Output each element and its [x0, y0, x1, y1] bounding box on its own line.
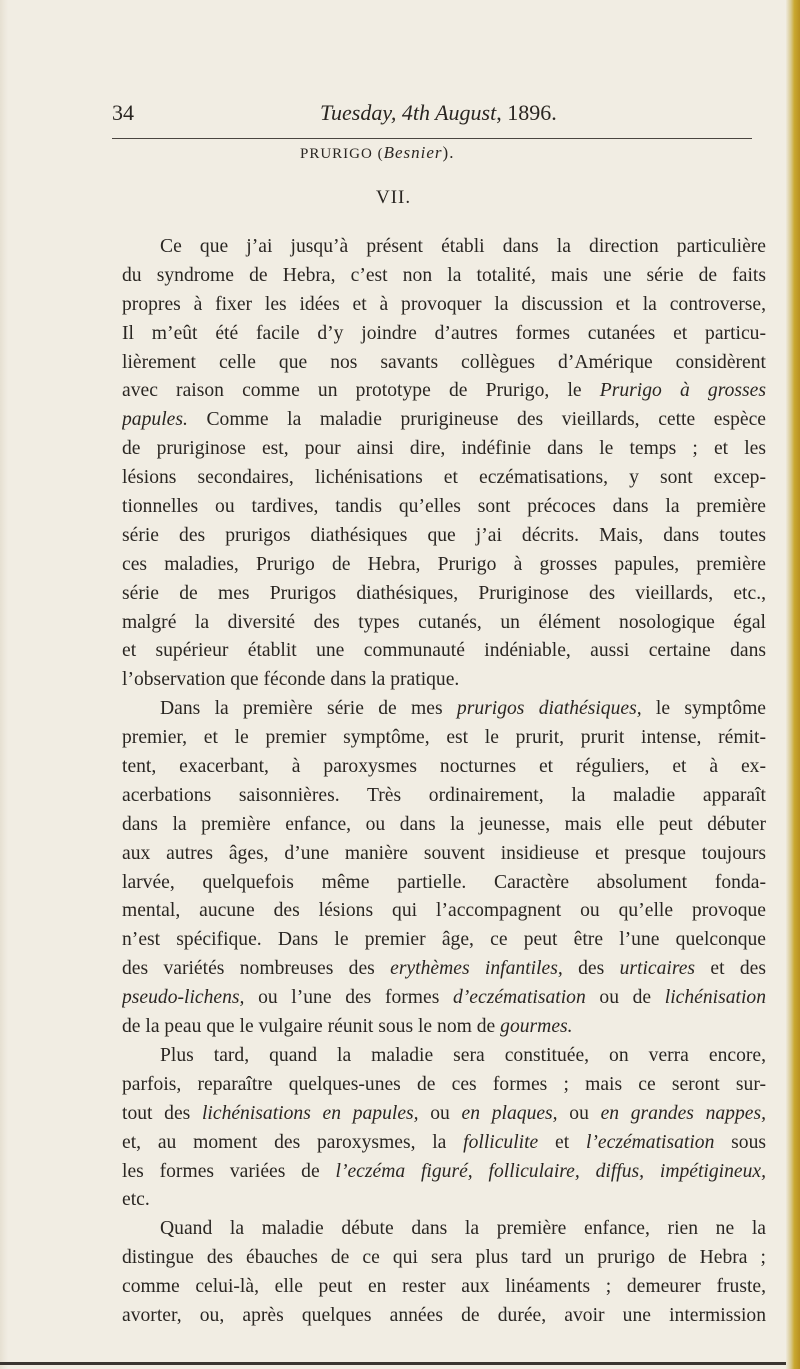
text-line — [122, 869, 766, 898]
text-run: Plus tard, quand la maladie sera constituée, on verra encore, — [160, 1044, 766, 1066]
text-line — [122, 233, 766, 262]
italic-text: Prurigo à grosses — [599, 380, 766, 402]
italic-text: d’eczématisation — [452, 987, 586, 1009]
text-line — [122, 840, 766, 869]
page-left-edge — [0, 0, 8, 1369]
text-line — [122, 609, 766, 638]
text-run: ou — [418, 1102, 462, 1124]
italic-text: pseudo-lichens, — [122, 987, 245, 1009]
text-line — [122, 637, 766, 666]
text-run: ces maladies, Prurigo de Hebra, Prurigo à grosses papules, première — [122, 553, 766, 575]
text-run: et des — [695, 958, 766, 980]
text-run: avorter, ou, après quelques années de durée, avoir une intermission — [122, 1304, 766, 1326]
text-line — [122, 406, 766, 435]
text-run: sous — [714, 1131, 766, 1153]
text-run: comme celui-là, elle peut en rester aux linéaments ; demeurer fruste, — [122, 1276, 766, 1298]
text-line — [122, 955, 766, 984]
text-run: de pruriginose est, pour ainsi dire, indéfinie dans le temps ; et les — [122, 438, 766, 460]
text-run: lésions secondaires, lichénisations et eczématisations, y sont excep- — [122, 467, 766, 489]
text-line — [122, 1100, 766, 1129]
text-run: Dans la première série de mes — [160, 698, 457, 720]
text-line — [122, 262, 766, 291]
italic-text: urticaires — [619, 958, 696, 980]
text-line — [122, 493, 766, 522]
text-run: n’est spécifique. Dans le premier âge, ce peut être l’une quelconque — [122, 929, 766, 951]
text-run: aux autres âges, d’une manière souvent insidieuse et presque toujours — [122, 842, 766, 864]
running-title-year: , 1896. — [496, 100, 557, 125]
subtitle-author: Besnier — [383, 143, 443, 162]
text-run: avec raison comme un prototype de Prurigo, le — [122, 380, 600, 402]
page-subtitle — [300, 143, 454, 163]
body-text — [122, 233, 766, 1331]
text-line — [122, 320, 766, 349]
text-line — [122, 753, 766, 782]
text-run: lièrement celle que nos savants collègues d’Amérique considèrent — [122, 351, 766, 373]
text-line — [122, 724, 766, 753]
text-line — [122, 897, 766, 926]
text-run: tionnelles ou tardives, tandis qu’elles sont précoces dans la première — [122, 496, 766, 518]
section-heading: VII. — [376, 187, 412, 208]
text-line — [122, 1158, 766, 1187]
text-line — [122, 1071, 766, 1100]
text-run: premier, et le premier symptôme, est le prurit, prurit intense, rémit- — [122, 727, 766, 749]
italic-text: l’eczéma figuré, folliculaire, diffus, impétigineux, — [335, 1160, 766, 1182]
text-line — [122, 1244, 766, 1273]
text-run: ou l’une des formes — [244, 987, 453, 1009]
text-line — [122, 551, 766, 580]
running-header — [112, 100, 756, 134]
page-number: 34 — [112, 100, 134, 125]
text-run: mental, aucune des lésions qui l’accompagnent ou qu’elle provoque — [122, 900, 766, 922]
text-line — [122, 1186, 766, 1215]
text-line — [122, 1302, 766, 1331]
text-line — [122, 435, 766, 464]
text-run: ou de — [585, 987, 665, 1009]
text-line — [122, 1042, 766, 1071]
text-run: série de mes Prurigos diathésiques, Pruriginose des vieillards, etc., — [122, 582, 766, 604]
subtitle-suffix: ). — [442, 143, 455, 162]
text-run: tout des — [122, 1102, 202, 1124]
text-run: série des prurigos diathésiques que j’ai décrits. Mais, dans toutes — [122, 524, 766, 546]
italic-text: folliculite — [463, 1131, 539, 1153]
text-run: dans la première enfance, ou dans la jeunesse, mais elle peut débuter — [122, 813, 766, 835]
text-line — [122, 1129, 766, 1158]
bottom-edge-rule — [0, 1362, 786, 1365]
text-line — [122, 1013, 766, 1042]
text-run: distingue des ébauches de ce qui sera plus tard un prurigo de Hebra ; — [122, 1247, 766, 1269]
text-line — [122, 782, 766, 811]
text-run: l’observation que féconde dans la pratique. — [122, 669, 460, 691]
text-run: Ce que j’ai jusqu’à présent établi dans la direction particulière — [160, 236, 766, 257]
text-run: larvée, quelquefois même partielle. Caractère absolument fonda- — [122, 871, 766, 893]
book-spine-edge — [786, 0, 800, 1369]
italic-text: en plaques, — [461, 1102, 558, 1124]
text-line — [122, 811, 766, 840]
text-line — [122, 522, 766, 551]
text-run: Quand la maladie débute dans la première enfance, rien ne la — [160, 1218, 766, 1240]
italic-text: papules. — [122, 409, 188, 431]
italic-text: prurigos diathésiques, — [456, 698, 642, 720]
text-run: du syndrome de Hebra, c’est non la totalité, mais une série de faits — [122, 264, 766, 286]
text-run: malgré la diversité des types cutanés, un élément nosologique égal — [122, 611, 766, 633]
text-run: acerbations saisonnières. Très ordinairement, la maladie apparaît — [122, 784, 766, 806]
subtitle-prefix: PRURIGO ( — [300, 146, 384, 162]
text-line — [122, 926, 766, 955]
text-run: parfois, reparaître quelques-unes de ces formes ; mais ce seront sur- — [122, 1073, 766, 1095]
text-run: et supérieur établit une communauté indéniable, aussi certaine dans — [122, 640, 766, 662]
text-line — [122, 1273, 766, 1302]
text-line — [122, 377, 766, 406]
text-line — [122, 984, 766, 1013]
text-line — [122, 666, 766, 695]
italic-text: erythèmes infantiles, — [390, 958, 563, 980]
text-line — [122, 464, 766, 493]
text-run: les formes variées de — [122, 1160, 336, 1182]
text-run: de la peau que le vulgaire réunit sous le nom de — [122, 1016, 501, 1038]
italic-text: gourmes. — [500, 1016, 573, 1038]
text-line — [122, 349, 766, 378]
italic-text: l’eczématisation — [585, 1131, 715, 1153]
text-run: etc. — [122, 1189, 150, 1211]
text-run: des variétés nombreuses des — [122, 958, 391, 980]
text-line — [122, 291, 766, 320]
text-run: Il m’eût été facile d’y joindre d’autres formes cutanées et particu- — [122, 322, 766, 344]
text-run: Comme la maladie prurigineuse des vieillards, cette espèce — [187, 409, 766, 431]
text-line — [122, 580, 766, 609]
italic-text: lichénisation — [664, 987, 766, 1009]
text-run: propres à fixer les idées et à provoquer la discussion et la controverse, — [122, 293, 766, 315]
header-rule — [112, 138, 752, 139]
text-line — [122, 1215, 766, 1244]
running-title-date: 4th August — [401, 100, 497, 125]
text-run: et — [538, 1131, 586, 1153]
text-run: ou — [557, 1102, 601, 1124]
text-run: des — [562, 958, 620, 980]
running-title-day: Tuesday, — [320, 100, 402, 125]
text-run: tent, exacerbant, à paroxysmes nocturnes et réguliers, et à ex- — [122, 756, 766, 778]
text-run: le symptôme — [641, 698, 766, 720]
italic-text: lichénisations en papules, — [201, 1102, 419, 1124]
italic-text: en grandes nappes, — [600, 1102, 766, 1124]
text-run: et, au moment des paroxysmes, la — [122, 1131, 464, 1153]
running-title — [320, 100, 557, 126]
text-line — [122, 695, 766, 724]
